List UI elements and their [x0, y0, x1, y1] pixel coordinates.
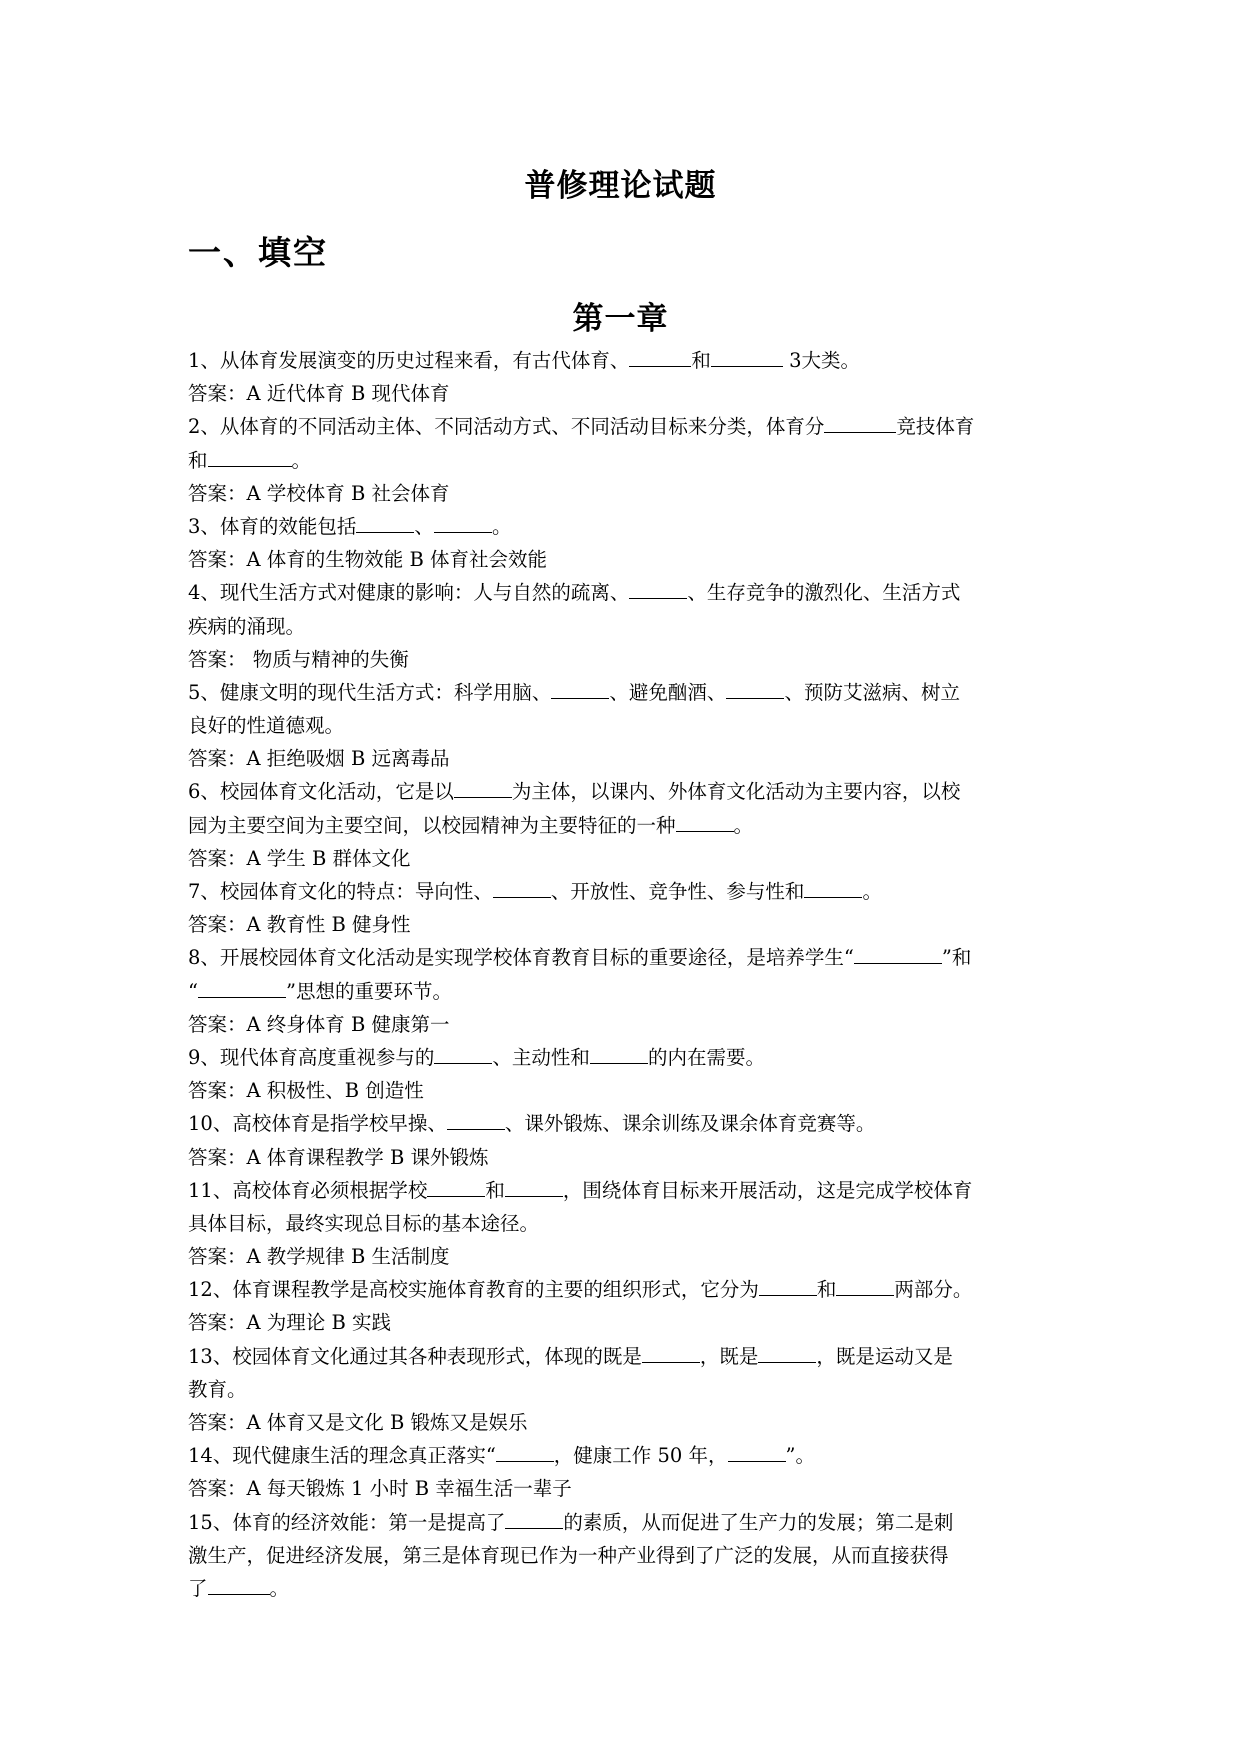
question-15-line: 15、体育的经济效能：第一是提高了 的素质，从而促进了生产力的发展；第二是刺	[188, 1510, 954, 1534]
answer-7: 答案：A 教育性 B 健身性	[188, 913, 411, 937]
answer-13: 答案：A 体育又是文化 B 锻炼又是娱乐	[188, 1411, 528, 1434]
question-8-line-2: “ ”思想的重要环节。	[188, 979, 452, 1003]
fill-blank	[836, 1276, 894, 1296]
chapter-heading: 第一章	[572, 301, 669, 337]
question-4-line: 4、现代生活方式对健康的影响：人与自然的疏离、 、生存竞争的激烈化、生活方式	[188, 581, 961, 605]
answer-12: 答案：A 为理论 B 实践	[188, 1311, 392, 1335]
answer-14: 答案：A 每天锻炼 1 小时 B 幸福生活一辈子	[188, 1477, 572, 1501]
fill-blank	[493, 878, 551, 898]
fill-blank	[434, 513, 492, 533]
question-11-line: 11、高校体育必须根据学校 和 ，围绕体育目标来开展活动，这是完成学校体育	[188, 1178, 973, 1202]
fill-blank	[759, 1276, 817, 1296]
answer-3: 答案：A 体育的生物效能 B 体育社会效能	[188, 548, 548, 572]
question-8-line: 8、开展校园体育文化活动是实现学校体育教育目标的重要途径，是培养学生“ ”和	[188, 946, 972, 970]
question-6-line-2: 园为主要空间为主要空间，以校园精神为主要特征的一种 。	[188, 813, 754, 837]
fill-blank	[676, 812, 734, 832]
fill-blank	[854, 944, 942, 964]
fill-blank	[726, 679, 784, 699]
question-6-line: 6、校园体育文化活动，它是以 为主体，以课内、外体育文化活动为主要内容，以校	[188, 780, 961, 804]
answer-11: 答案：A 教学规律 B 生活制度	[188, 1245, 450, 1269]
fill-blank	[629, 347, 691, 367]
question-15-line-2: 激生产，促进经济发展，第三是体育现已作为一种产业得到了广泛的发展，从而直接获得	[188, 1543, 949, 1567]
question-10-line: 10、高校体育是指学校早操、 、课外锻炼、课余训练及课余体育竞赛等。	[188, 1112, 876, 1136]
fill-blank	[505, 1177, 563, 1197]
fill-blank	[551, 679, 609, 699]
question-13-line-2: 教育。	[188, 1377, 247, 1401]
question-4-line-2: 疾病的涌现。	[188, 614, 306, 638]
answer-4: 答案： 物质与精神的失衡	[188, 647, 409, 671]
question-12-line: 12、体育课程教学是高校实施体育教育的主要的组织形式，它分为 和 两部分。	[188, 1278, 973, 1302]
fill-blank	[496, 1442, 554, 1462]
fill-blank	[208, 1575, 270, 1595]
fill-blank	[642, 1343, 700, 1363]
fill-blank	[711, 347, 783, 367]
question-5-line-2: 良好的性道德观。	[188, 714, 345, 738]
question-15-line-3: 了 。	[188, 1576, 290, 1600]
fill-blank	[356, 513, 414, 533]
fill-blank	[590, 1044, 648, 1064]
answer-8: 答案：A 终身体育 B 健康第一	[188, 1012, 450, 1036]
question-7-line: 7、校园体育文化的特点：导向性、 、开放性、竞争性、参与性和 。	[188, 880, 882, 903]
answer-2: 答案：A 学校体育 B 社会体育	[188, 481, 450, 505]
question-2-line: 2、从体育的不同活动主体、不同活动方式、不同活动目标来分类，体育分 竞技体育	[188, 415, 975, 439]
section-heading: 一、填空	[188, 233, 328, 272]
answer-5: 答案：A 拒绝吸烟 B 远离毒品	[188, 747, 450, 771]
question-5-line: 5、健康文明的现代生活方式：科学用脑、 、避免酗酒、 、预防艾滋病、树立	[188, 680, 960, 704]
question-1-line: 1、从体育发展演变的历史过程来看，有古代体育、 和 3大类。	[188, 349, 861, 372]
fill-blank	[427, 1177, 485, 1197]
fill-blank	[824, 413, 896, 433]
fill-blank	[758, 1343, 816, 1363]
question-11-line-2: 具体目标，最终实现总目标的基本途径。	[188, 1211, 540, 1235]
question-list	[188, 344, 1058, 1605]
fill-blank	[447, 1110, 505, 1130]
question-13-line: 13、校园体育文化通过其各种表现形式，体现的既是 ，既是 ，既是运动又是	[188, 1344, 953, 1368]
fill-blank	[434, 1044, 492, 1064]
fill-blank	[629, 579, 687, 599]
fill-blank	[505, 1509, 563, 1529]
fill-blank	[728, 1442, 786, 1462]
answer-10: 答案：A 体育课程教学 B 课外锻炼	[188, 1145, 489, 1169]
fill-blank	[208, 447, 292, 467]
fill-blank	[804, 878, 862, 898]
document-title: 普修理论试题	[524, 168, 717, 204]
answer-9: 答案：A 积极性、B 创造性	[188, 1079, 424, 1103]
fill-blank	[454, 778, 512, 798]
question-3-line: 3、体育的效能包括 、 。	[188, 514, 512, 538]
fill-blank	[198, 978, 286, 998]
answer-6: 答案：A 学生 B 群体文化	[188, 846, 411, 870]
question-2-line-2: 和 。	[188, 448, 312, 472]
question-14-line: 14、现代健康生活的理念真正落实“ ，健康工作 50 年， ”。	[188, 1444, 815, 1468]
question-9-line: 9、现代体育高度重视参与的 、主动性和 的内在需要。	[188, 1045, 765, 1069]
answer-1: 答案：A 近代体育 B 现代体育	[188, 382, 450, 406]
